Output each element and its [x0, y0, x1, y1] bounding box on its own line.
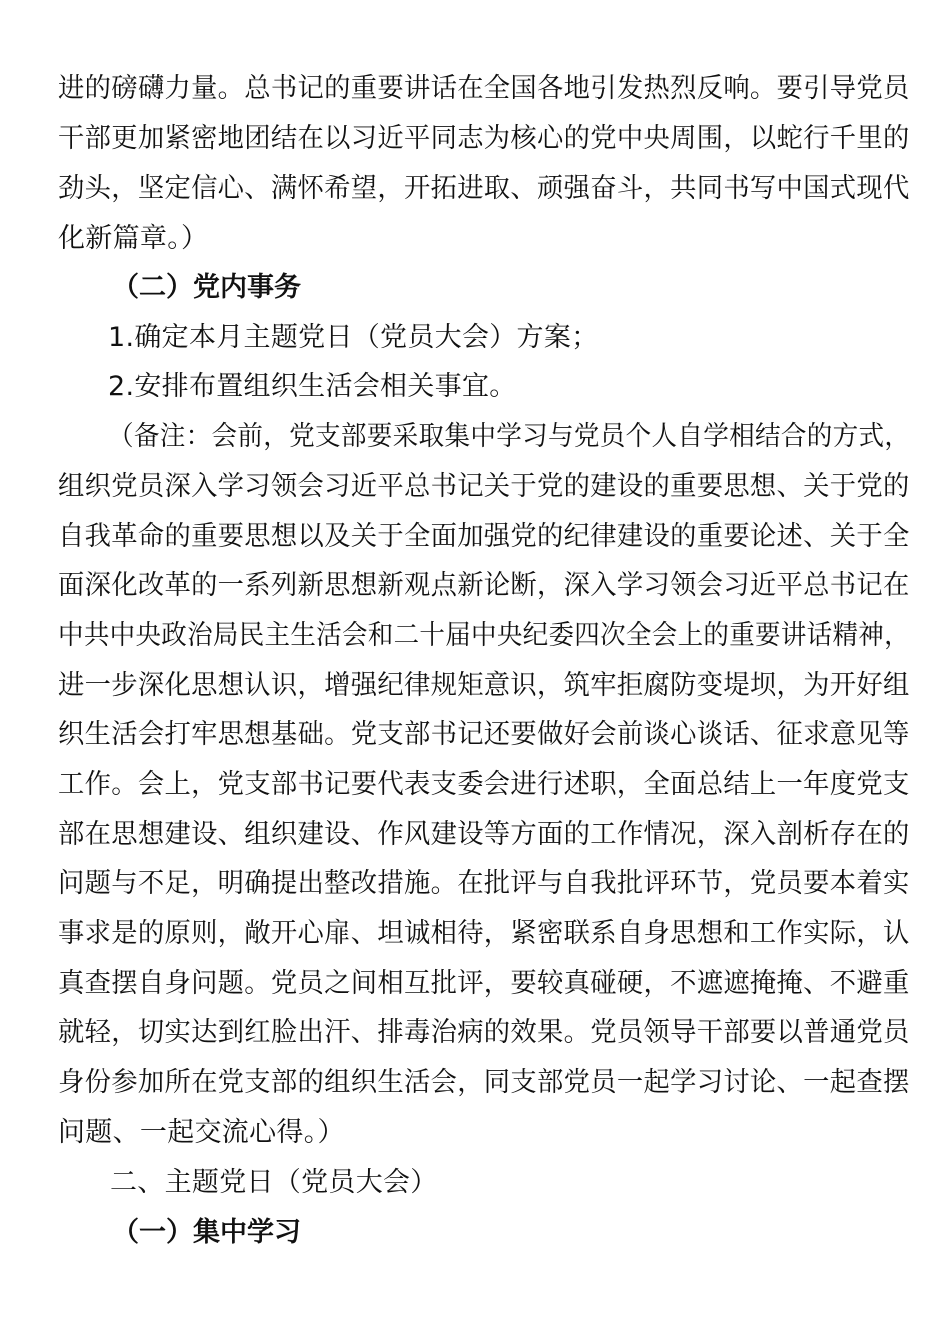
note-line: 问题、一起交流心得。）	[58, 1117, 345, 1148]
note-line: 就轻，切实达到红脸出汗、排毒治病的效果。党员领导干部要以普通党员	[58, 1017, 910, 1048]
list-item: 1.确定本月主题党日（党员大会）方案；	[108, 322, 599, 353]
heading-party-affairs: （二）党内事务	[112, 272, 301, 303]
note-line: 中共中央政治局民主生活会和二十届中央纪委四次全会上的重要讲话精神，	[58, 620, 910, 651]
list-item: 2.安排布置组织生活会相关事宜。	[108, 371, 517, 402]
paragraph-line: 化新篇章。）	[58, 223, 209, 254]
note-line: 真查摆自身问题。党员之间相互批评，要较真碰硬，不遮遮掩掩、不避重	[58, 968, 910, 999]
note-line: （备注：会前，党支部要采取集中学习与党员个人自学相结合的方式，	[108, 421, 911, 452]
note-line: 进一步深化思想认识，增强纪律规矩意识，筑牢拒腐防变堤坝，为开好组	[58, 670, 910, 701]
note-line: 组织党员深入学习领会习近平总书记关于党的建设的重要思想、关于党的	[58, 471, 910, 502]
note-line: 身份参加所在党支部的组织生活会，同支部党员一起学习讨论、一起查摆	[58, 1067, 910, 1098]
paragraph-line: 干部更加紧密地团结在以习近平同志为核心的党中央周围，以蛇行千里的	[58, 123, 910, 154]
note-line: 部在思想建设、组织建设、作风建设等方面的工作情况，深入剖析存在的	[58, 819, 910, 850]
paragraph-line: 劲头，坚定信心、满怀希望，开拓进取、顽强奋斗，共同书写中国式现代	[58, 173, 910, 204]
section-heading-two: 二、主题党日（党员大会）	[110, 1167, 438, 1198]
note-line: 织生活会打牢思想基础。党支部书记还要做好会前谈心谈话、征求意见等	[58, 719, 910, 750]
note-line: 问题与不足，明确提出整改措施。在批评与自我批评环节，党员要本着实	[58, 868, 910, 899]
note-line: 工作。会上，党支部书记要代表支委会进行述职，全面总结上一年度党支	[58, 769, 910, 800]
note-line: 事求是的原则，敞开心扉、坦诚相待，紧密联系自身思想和工作实际，认	[58, 918, 910, 949]
heading-study: （一）集中学习	[112, 1217, 301, 1248]
paragraph-line: 进的磅礴力量。总书记的重要讲话在全国各地引发热烈反响。要引导党员	[58, 73, 910, 104]
note-line: 自我革命的重要思想以及关于全面加强党的纪律建设的重要论述、关于全	[58, 521, 910, 552]
note-line: 面深化改革的一系列新思想新观点新论断，深入学习领会习近平总书记在	[58, 570, 910, 601]
